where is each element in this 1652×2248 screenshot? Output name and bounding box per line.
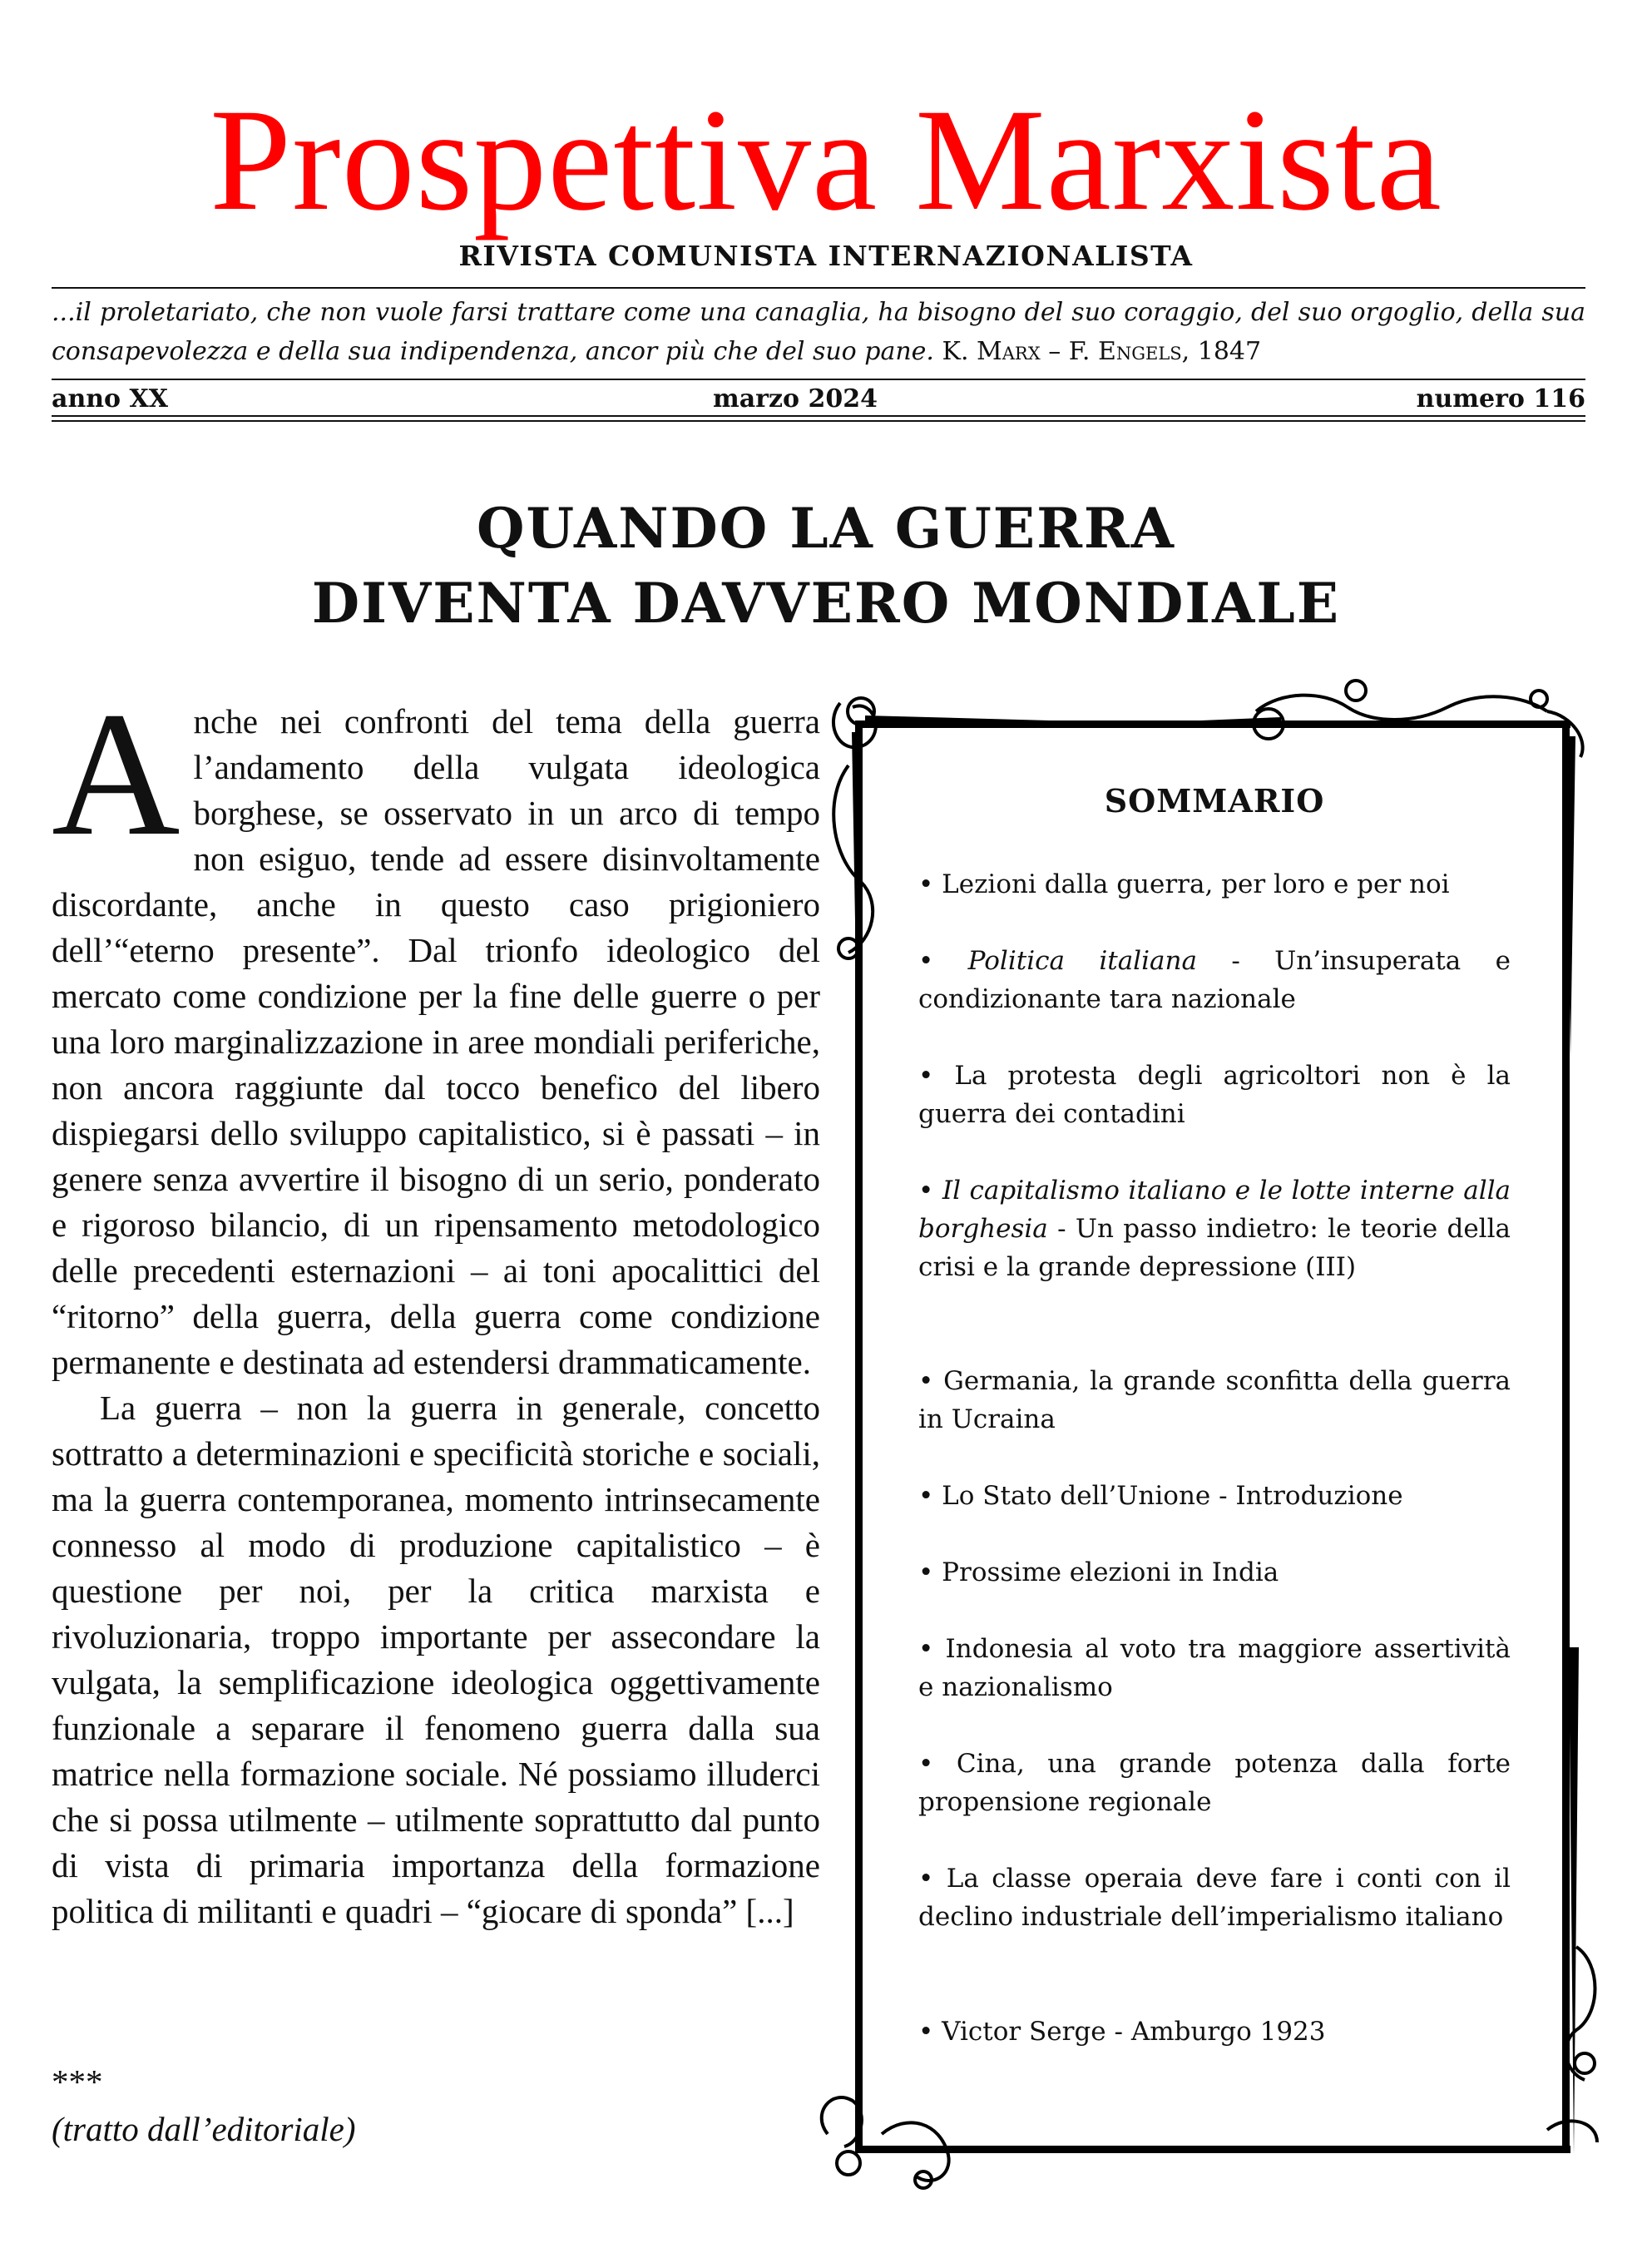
article-separator: *** <box>52 2062 103 2101</box>
sommario-item-text: Germania, la grande sconfitta della guerra in Ucraina <box>918 1366 1511 1434</box>
headline-line-1: QUANDO LA GUERRA <box>477 496 1175 561</box>
issue-number: numero 116 <box>1416 384 1585 413</box>
masthead-subtitle: RIVISTA COMUNISTA INTERNAZIONALISTA <box>458 240 1194 272</box>
sommario-item-text: - Un passo indietro: le teorie della crisi e la grande depressione (III) <box>918 1214 1511 1282</box>
sommario-item-section: Il capitalismo italiano e le lotte interne alla borghesia <box>918 1176 1511 1244</box>
bullet-icon: • <box>918 869 942 899</box>
sommario-item <box>918 1630 1511 1706</box>
article-paragraph-1 <box>52 676 820 1385</box>
sommario-item <box>918 1553 1511 1592</box>
sommario-item-text: Indonesia al voto tra maggiore assertività e nazionalismo <box>918 1634 1511 1702</box>
article-body <box>52 676 820 1934</box>
bullet-icon: • <box>918 1864 947 1894</box>
sommario-item <box>918 1859 1511 1936</box>
header-rule-middle <box>52 379 1585 380</box>
quote-text: ...il proletariato, che non vuole farsi trattare come una canaglia, ha bisogno del suo coraggio, del suo orgoglio, della sua consapevolezza e della sua indipendenza, ancor più che del suo pane. <box>52 298 1585 366</box>
sommario-item <box>918 1171 1511 1286</box>
issue-year: anno XX <box>52 384 169 413</box>
bullet-icon: • <box>918 946 968 976</box>
header-rule-top <box>52 287 1585 289</box>
sommario-item <box>918 942 1511 1018</box>
sommario-item-section: Politica italiana <box>967 946 1197 976</box>
article-source: (tratto dall’editoriale) <box>52 2110 356 2148</box>
article-paragraph-2: La guerra – non la guerra in generale, concetto sottratto a determinazioni e specificità storiche e sociali, ma la guerra contemporanea, momento intrinsecamente connesso al modo di produzione capitalistico – è questione per noi, per la critica marxista e rivoluzionaria, troppo importante per assecondare la vulgata, la semplificazione ideologica oggettivamente funzionale a separare il fenomeno guerra dalla sua matrice nella formazione sociale. Né possiamo illuderci che si possa utilmente – utilmente soprattutto dal punto di vista di primaria importanza della formazione politica di militanti e quadri – “giocare di sponda” [...] <box>52 1389 820 1930</box>
bullet-icon: • <box>918 1176 942 1206</box>
header-rule-bottom-2 <box>52 420 1585 422</box>
sommario-item <box>918 1745 1511 1821</box>
sommario-item <box>918 1057 1511 1133</box>
sommario-item <box>918 865 1511 904</box>
sommario-item-text: Victor Serge - Amburgo 1923 <box>942 2017 1326 2047</box>
bullet-icon: • <box>918 1557 942 1587</box>
sommario-item <box>918 1362 1511 1438</box>
article-paragraph-1-text: nche nei confronti del tema della guerra l’andamento della vulgata ideologica borghese, se osservato in un arco di tempo non esiguo, tende ad essere disinvoltamente discordante, anche in questo caso prigioniero dell’“eterno presente”. Dal trionfo ideologico del mercato come condizione per la fine delle guerre o per una loro marginalizzazione in aree mondiali periferiche, non ancora raggiunte dal tocco benefico del libero dispiegarsi dello sviluppo capitalistico, si è passati – in genere senza avvertire il bisogno di un serio, ponderato e rigoroso bilancio, di un ripensamento metodologico delle precedenti esternazioni – ai toni apocalittici del “ritorno” della guerra, della guerra come condizione permanente e destinata ad estendersi drammaticamente. <box>52 702 820 1381</box>
quote-author: K. Marx – F. Engels, 1847 <box>942 337 1262 366</box>
bullet-icon: • <box>918 1061 955 1091</box>
masthead-title: Prospettiva Marxista <box>210 79 1442 241</box>
sommario-title: SOMMARIO <box>1104 782 1325 819</box>
sommario-item-text: Prossime elezioni in India <box>942 1557 1279 1587</box>
sommario-item-text: La classe operaia deve fare i conti con il declino industriale dell’imperialismo italiano <box>918 1864 1511 1932</box>
bullet-icon: • <box>918 1749 957 1779</box>
sommario-item-text: - Un’insuperata e condizionante tara nazionale <box>918 946 1511 1014</box>
sommario-item-text: Cina, una grande potenza dalla forte propensione regionale <box>918 1749 1511 1817</box>
sommario-item <box>918 2013 1511 2051</box>
drop-cap: A <box>52 676 181 873</box>
sommario-item-text: Lo Stato dell’Unione - Introduzione <box>942 1481 1403 1511</box>
issue-date: marzo 2024 <box>713 384 878 413</box>
headline-line-2: DIVENTA DAVVERO MONDIALE <box>311 571 1341 636</box>
issue-info-row <box>52 384 1585 414</box>
bullet-icon: • <box>918 1481 942 1511</box>
sommario-item-text: La protesta degli agricoltori non è la guerra dei contadini <box>918 1061 1511 1129</box>
sommario-item <box>918 1477 1511 1515</box>
bullet-icon: • <box>918 2017 942 2047</box>
bullet-icon: • <box>918 1634 946 1664</box>
bullet-icon: • <box>918 1366 944 1396</box>
masthead-quote <box>52 293 1585 371</box>
header-rule-bottom-1 <box>52 415 1585 417</box>
sommario-item-text: Lezioni dalla guerra, per loro e per noi <box>942 869 1450 899</box>
